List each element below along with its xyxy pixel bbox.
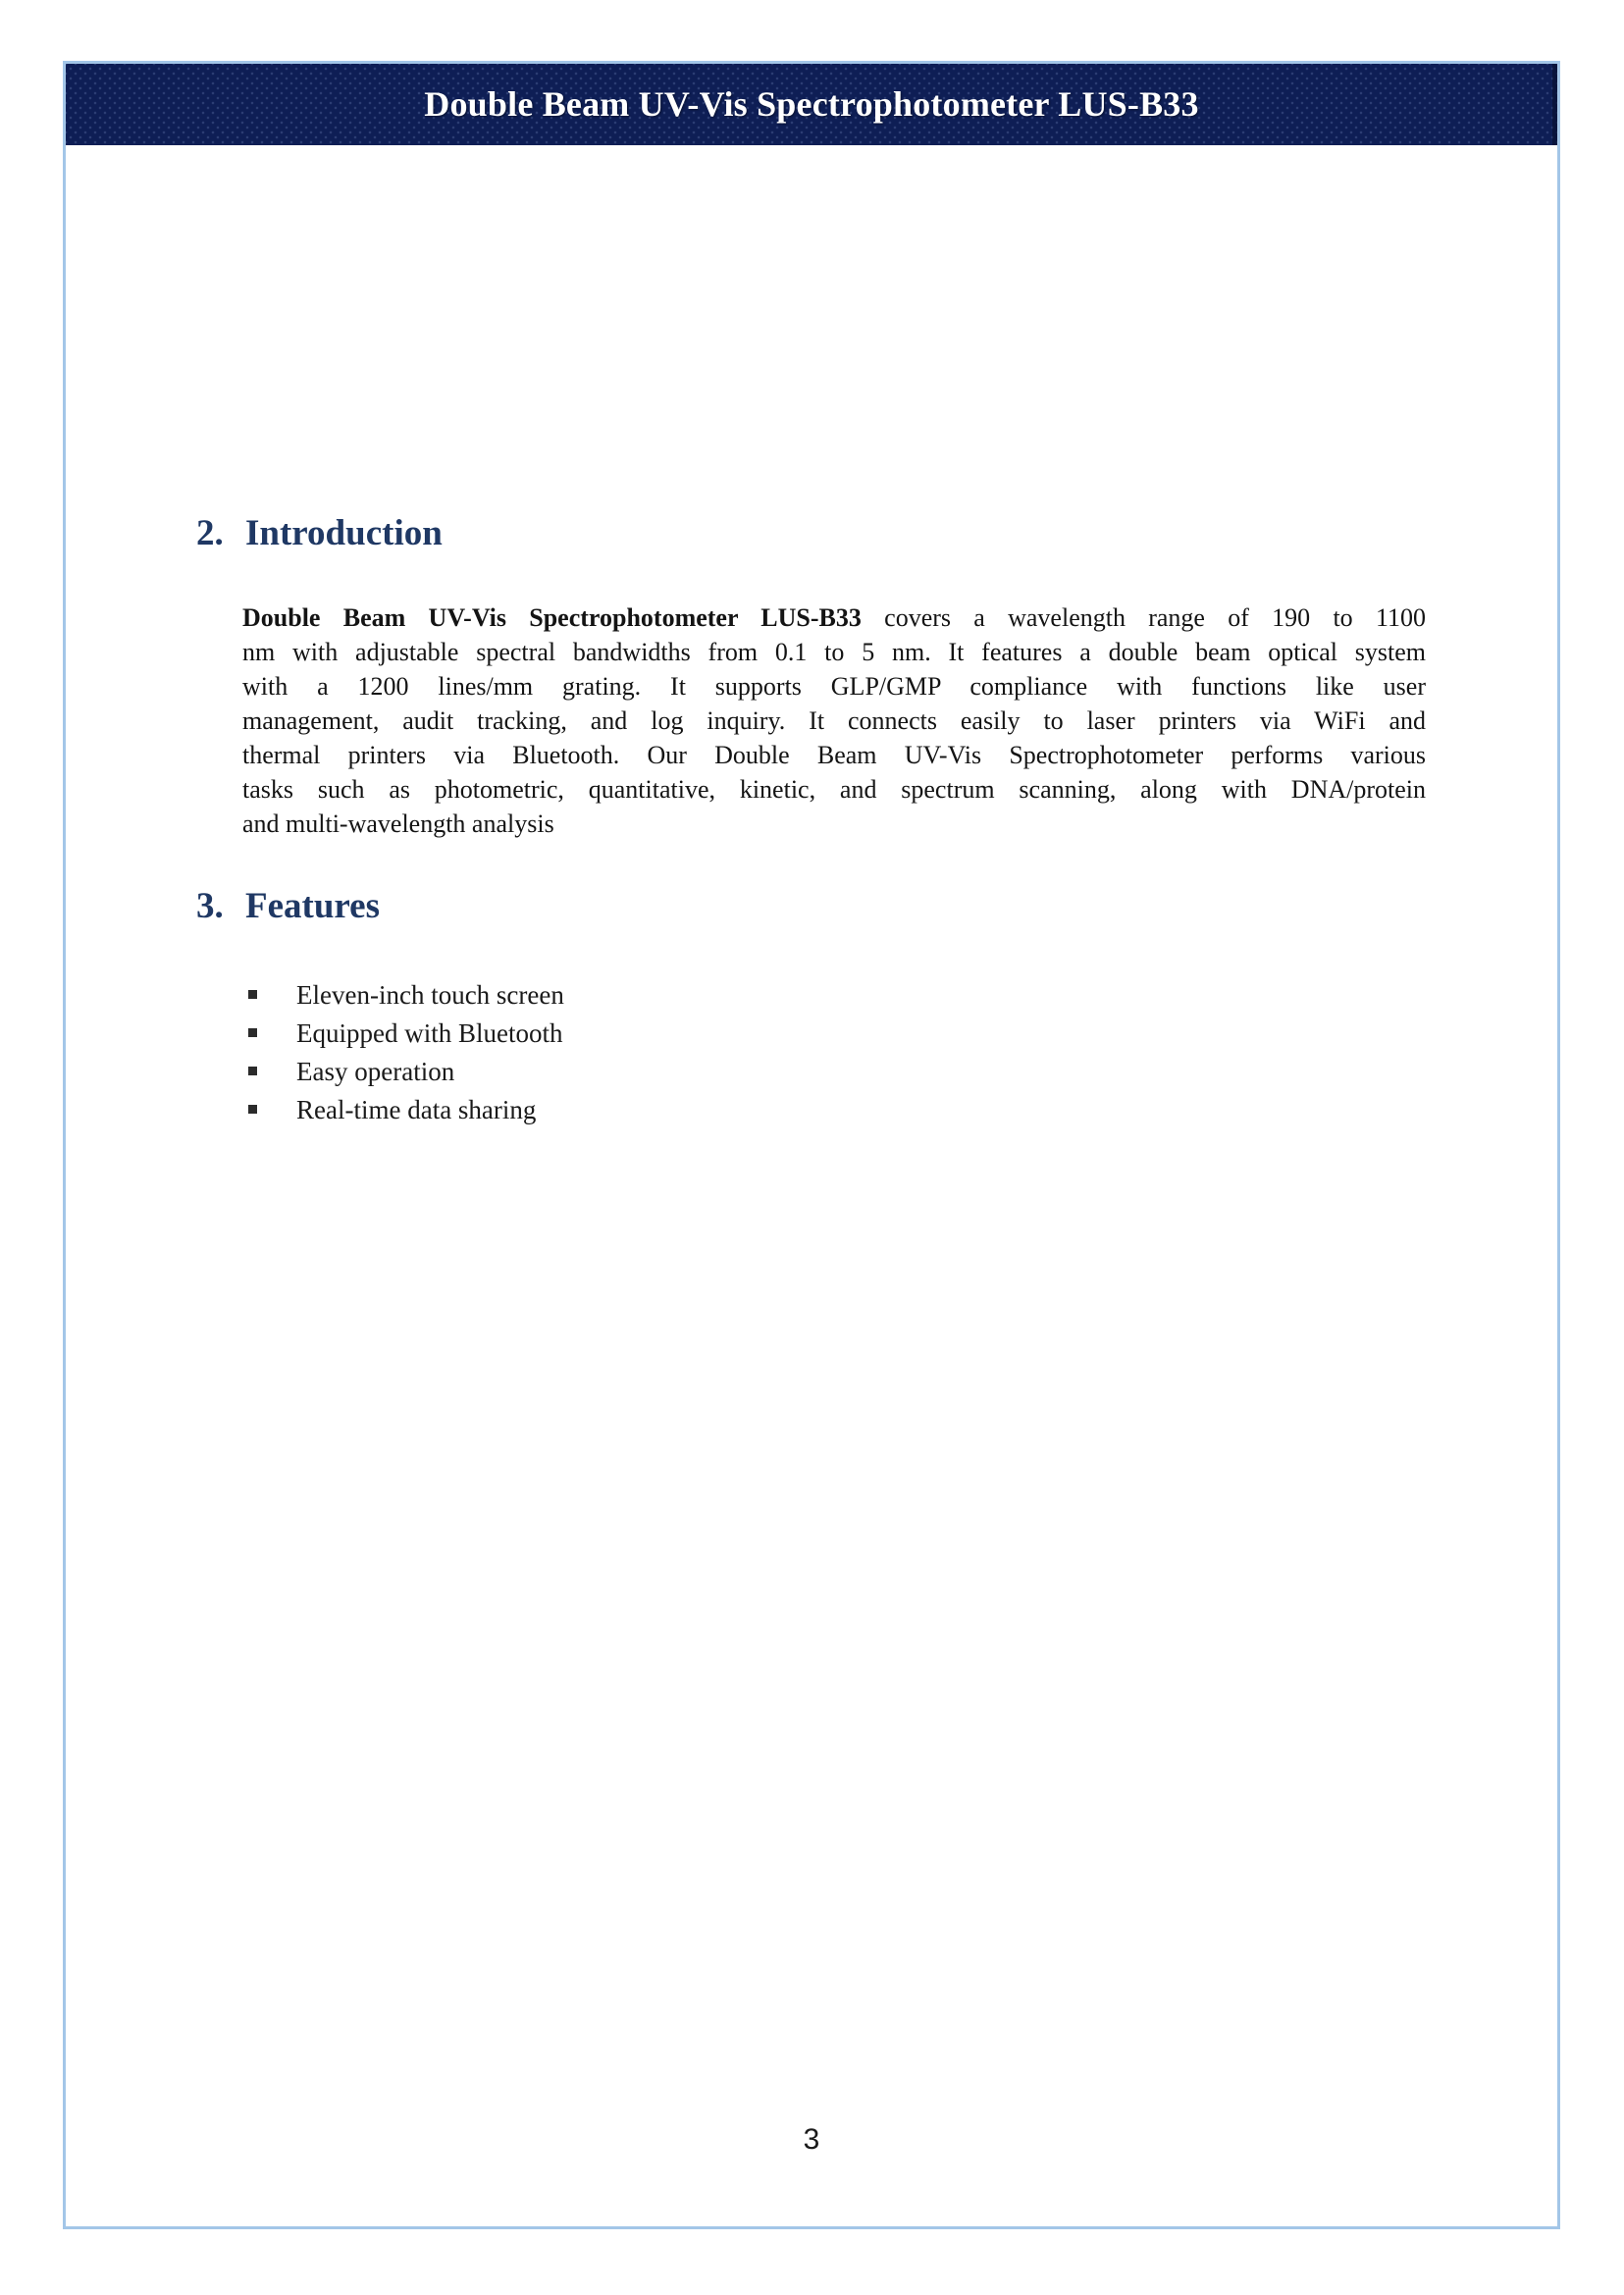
section-title: Introduction xyxy=(245,513,443,553)
list-item xyxy=(248,1015,564,1053)
header-bar xyxy=(66,64,1557,145)
paragraph-line: thermal printers via Bluetooth. Our Double Beam UV-Vis Spectrophotometer performs various xyxy=(242,741,1426,769)
section-heading-features xyxy=(196,885,380,927)
section-number: 2. xyxy=(196,513,224,553)
bullet-square-icon xyxy=(248,990,257,999)
bullet-square-icon xyxy=(248,1067,257,1075)
paragraph-line: nm with adjustable spectral bandwidths from 0.1 to 5 nm. It features a double beam optical system xyxy=(242,638,1426,666)
paragraph-line: and multi-wavelength analysis xyxy=(242,809,554,838)
section-title: Features xyxy=(245,886,380,926)
paragraph-line-text: covers a wavelength range of 190 to 1100 xyxy=(861,603,1426,632)
paragraph-line xyxy=(242,600,1426,635)
list-item-label: Real-time data sharing xyxy=(296,1095,537,1124)
bullet-square-icon xyxy=(248,1105,257,1114)
paragraph-line: tasks such as photometric, quantitative, kinetic, and spectrum scanning, along with DNA/protein xyxy=(242,775,1426,804)
page-number: 3 xyxy=(803,2123,820,2156)
introduction-paragraph xyxy=(242,600,1426,841)
list-item-label: Easy operation xyxy=(296,1057,455,1086)
list-item xyxy=(248,976,564,1015)
page-frame xyxy=(63,61,1560,2229)
paragraph-line: with a 1200 lines/mm grating. It supports GLP/GMP compliance with functions like user xyxy=(242,672,1426,701)
section-number: 3. xyxy=(196,886,224,926)
paragraph-lead-bold: Double Beam UV-Vis Spectrophotometer LUS-B33 xyxy=(242,603,862,632)
features-list xyxy=(248,976,564,1129)
paragraph-line: management, audit tracking, and log inquiry. It connects easily to laser printers via WiFi and xyxy=(242,706,1426,735)
bullet-square-icon xyxy=(248,1028,257,1037)
page-title: Double Beam UV-Vis Spectrophotometer LUS-B33 xyxy=(424,84,1199,124)
list-item xyxy=(248,1053,564,1091)
list-item-label: Equipped with Bluetooth xyxy=(296,1018,563,1048)
section-heading-introduction xyxy=(196,512,443,554)
list-item xyxy=(248,1091,564,1129)
list-item-label: Eleven-inch touch screen xyxy=(296,980,564,1010)
